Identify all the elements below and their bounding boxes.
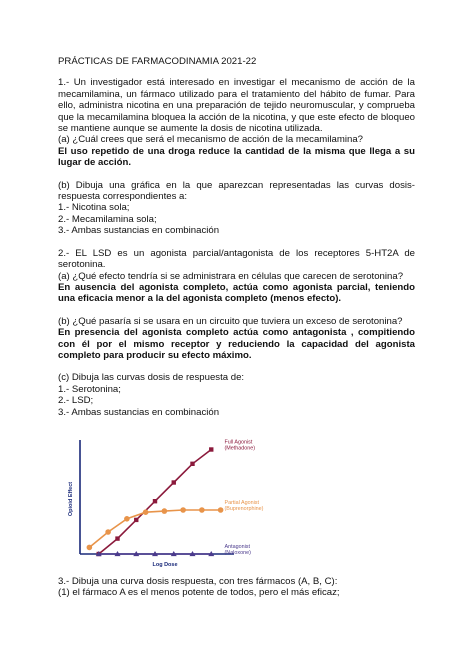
series-0-point (209, 447, 213, 451)
q3-section (58, 576, 415, 599)
series-1-point (199, 507, 205, 513)
series-1-point (124, 516, 130, 522)
q2-b-answer: En presencia del agonista completo actúa como antagonista , compitiendo con él por el mismo receptor y reduciendo la capacidad del agonista completo para producir su efecto máximo. (58, 327, 415, 361)
q1-b-question: (b) Dibuja una gráfica en la que aparezcan representadas las curvas dosis-respuesta correspondientes a: (58, 179, 415, 203)
document-body (58, 56, 415, 418)
list-item: 2.- LSD; (58, 395, 94, 407)
series-label: Antagonist (224, 544, 250, 550)
series-0-point (172, 480, 176, 484)
dose-response-chart (64, 430, 264, 572)
page-title: PRÁCTICAS DE FARMACODINAMIA 2021-22 (58, 56, 257, 67)
q2-c-list (58, 384, 415, 418)
series-line-1 (89, 510, 220, 547)
series-1-point (105, 529, 111, 535)
list-item: 1.- Nicotina sola; (58, 202, 130, 214)
list-item: 3.- Ambas sustancias en combinación (58, 406, 220, 418)
q2-c-question: (c) Dibuja las curvas dosis de respuesta de: (58, 372, 245, 384)
q1-intro: 1.- Un investigador está interesado en investigar el mecanismo de acción de la mecamilamina, un fármaco utilizado para el tratamiento del hábito de fumar. Para ello, administra nicotina en una preparación de tejido neuromuscular, y comprueba que la mecamilamina bloquea la acción de la nicotina, y que este efecto de bloqueo se mantiene aunque se aumente la dosis de nicotina utilizada. (58, 77, 415, 135)
series-sublabel: (Buprenorphine) (224, 506, 264, 512)
series-1-point (162, 508, 168, 514)
series-1-point (143, 509, 149, 515)
list-item: 1.- Serotonina; (58, 383, 121, 395)
q2-a-answer: En ausencia del agonista completo, actúa como agonista parcial, teniendo una eficacia menor a la del agonista completo (menos efecto). (58, 281, 415, 305)
series-1-point (180, 507, 186, 513)
dose-response-svg (64, 430, 264, 572)
y-axis-label: Opioid Effect (68, 481, 74, 517)
q1-a-answer: El uso repetido de una droga reduce la cantidad de la misma que llega a su lugar de acción. (58, 145, 415, 169)
q2-a-question: (a) ¿Qué efecto tendría si se administrara en células que carecen de serotonina? (58, 270, 404, 282)
series-0-point (153, 499, 157, 503)
series-1-point (218, 507, 224, 513)
series-label: Full Agonist (224, 439, 253, 446)
series-0-point (190, 462, 194, 466)
series-0-point (115, 536, 119, 540)
series-sublabel: (Methadone) (224, 445, 256, 452)
q1-b-list (58, 202, 415, 236)
q2-b-question: (b) ¿Qué pasaría si se usara en un circuito que tuviera un exceso de serotonina? (58, 315, 403, 327)
series-0-point (134, 518, 138, 522)
list-item: 2.- Mecamilamina sola; (58, 213, 157, 225)
list-item: 3.- Ambas sustancias en combinación (58, 225, 220, 237)
q3-item1: (1) el fármaco A es el menos potente de todos, pero el más eficaz; (58, 587, 340, 599)
series-1-point (87, 545, 93, 551)
q2-intro: 2.- EL LSD es un agonista parcial/antagonista de los receptores 5-HT2A de serotonina. (58, 247, 415, 271)
series-label: Partial Agonist (224, 500, 259, 506)
series-sublabel: (Naloxone) (224, 550, 251, 556)
q3-intro: 3.- Dibuja una curva dosis respuesta, con tres fármacos (A, B, C): (58, 576, 338, 587)
x-axis-label: Log Dose (152, 562, 178, 568)
q1-a-question: (a) ¿Cuál crees que será el mecanismo de acción de la mecamilamina? (58, 134, 364, 146)
